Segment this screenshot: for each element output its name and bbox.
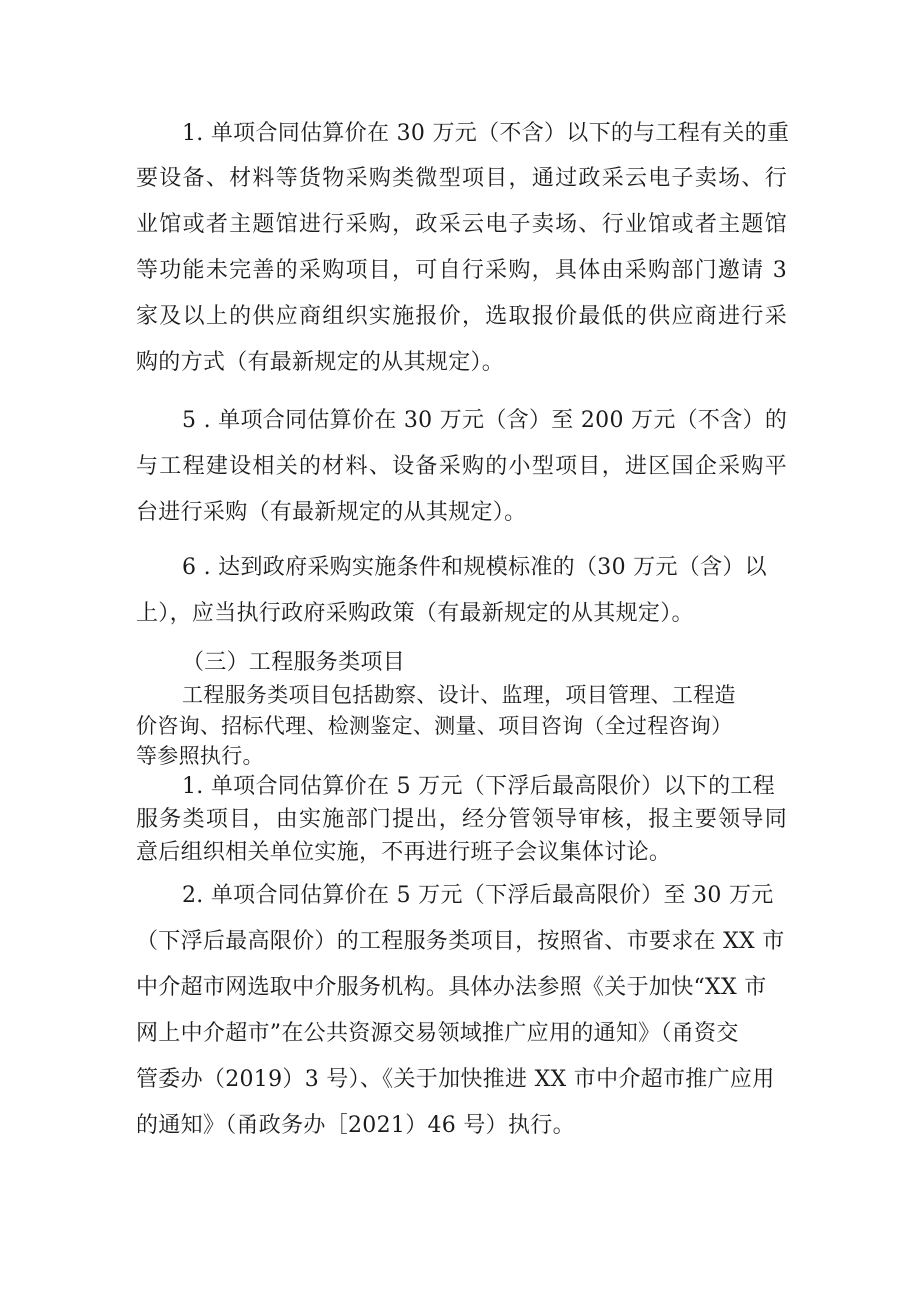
text-line: 中介超市网选取中介服务机构。具体办法参照《关于加快“XX 市 <box>136 975 767 1000</box>
text-line: 网上中介超市”在公共资源交易领域推广应用的通知》（甬资交 <box>136 1021 739 1046</box>
text-line: 5 . 单项合同估算价在 30 万元（含）至 200 万元（不含）的 <box>182 408 788 433</box>
section-heading: （三）工程服务类项目 <box>182 650 406 675</box>
text-line: 价咨询、招标代理、检测鉴定、测量、项目咨询（全过程咨询） <box>136 714 733 738</box>
text-line: 服务类项目，由实施部门提出，经分管领导审核，报主要领导同 <box>136 807 787 832</box>
text-line: （下浮后最高限价）的工程服务类项目，按照省、市要求在 XX 市 <box>136 929 785 954</box>
text-line: 业馆或者主题馆进行采购，政采云电子卖场、行业馆或者主题馆 <box>136 212 787 237</box>
text-line: 2. 单项合同估算价在 5 万元（下浮后最高限价）至 30 万元 <box>182 883 774 908</box>
text-line: 1. 单项合同估算价在 5 万元（下浮后最高限价）以下的工程 <box>182 774 775 799</box>
text-line: 等参照执行。 <box>136 744 264 768</box>
text-line: 要设备、材料等货物采购类微型项目，通过政采云电子卖场、行 <box>136 166 787 191</box>
text-line: 家及以上的供应商组织实施报价，选取报价最低的供应商进行采 <box>136 304 787 329</box>
text-line: 台进行采购（有最新规定的从其规定）。 <box>136 500 527 525</box>
text-line: 工程服务类项目包括勘察、设计、监理，项目管理、工程造 <box>182 683 736 707</box>
text-line: 的通知》（甬政务办［2021）46 号）执行。 <box>136 1113 575 1138</box>
text-line: 管委办（2019）3 号）、《关于加快推进 XX 市中介超市推广应用 <box>136 1067 775 1092</box>
text-line: 6 . 达到政府采购实施条件和规模标准的（30 万元（含）以 <box>182 555 767 580</box>
text-line: 意后组织相关单位实施，不再进行班子会议集体讨论。 <box>136 840 672 865</box>
text-line: 等功能未完善的采购项目，可自行采购，具体由采购部门邀请 3 <box>136 258 787 283</box>
text-line: 上），应当执行政府采购政策（有最新规定的从其规定）。 <box>136 601 694 626</box>
text-line: 与工程建设相关的材料、设备采购的小型项目，进区国企采购平 <box>136 454 787 479</box>
text-line: 购的方式（有最新规定的从其规定）。 <box>136 350 505 375</box>
text-line: 1. 单项合同估算价在 30 万元（不含）以下的与工程有关的重 <box>182 121 790 146</box>
